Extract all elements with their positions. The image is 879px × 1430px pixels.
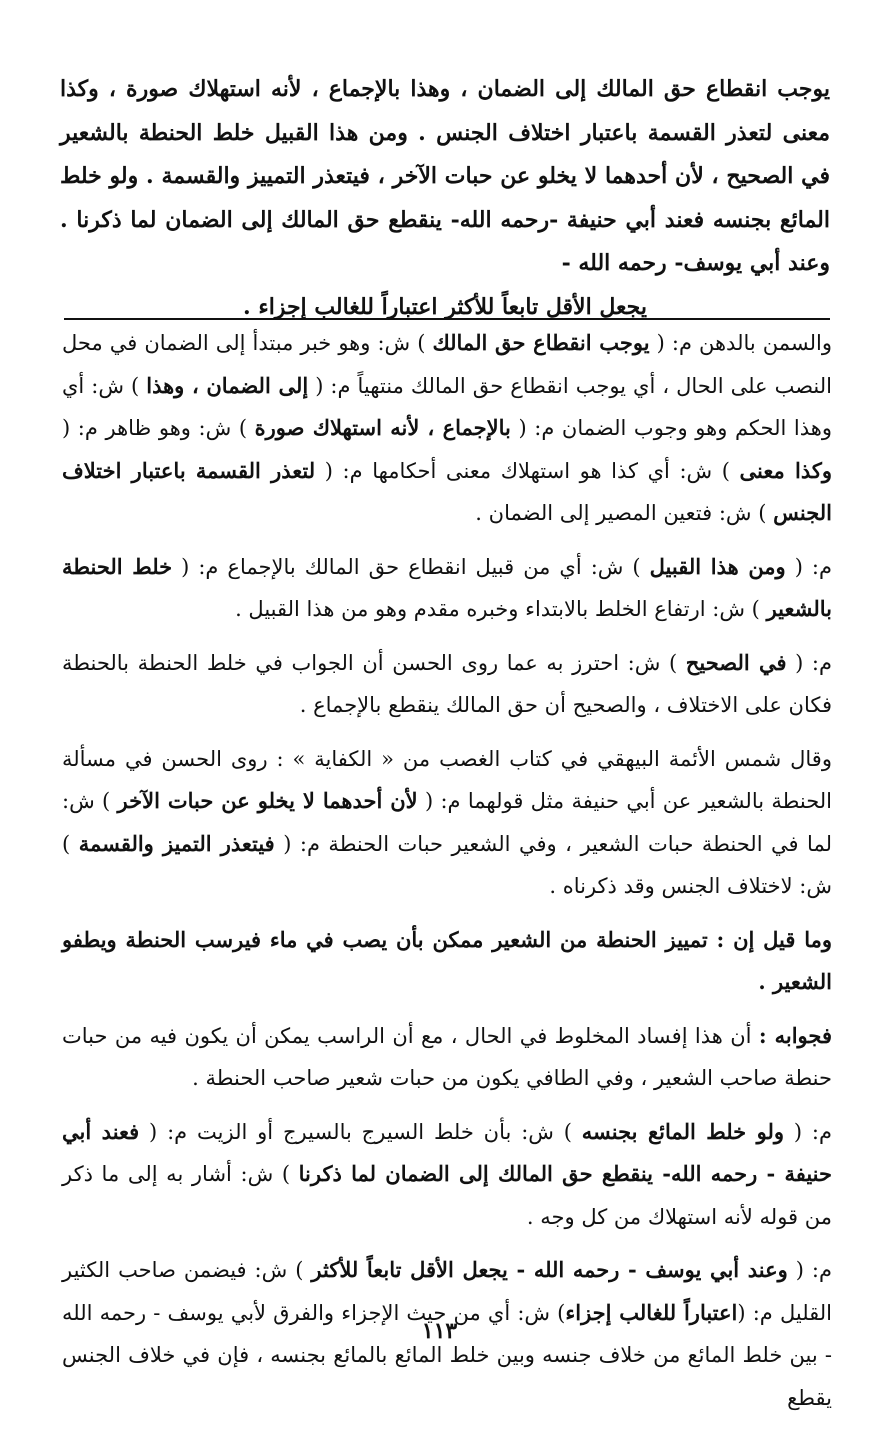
quoted-text-segment: فعند أبي حنيفة - رحمه الله- ينقطع حق المالك إلى الضمان لما ذكرنا [62,1118,832,1186]
commentary-text-segment: وقال شمس الأئمة البيهقي في كتاب الغصب من « الكفاية » : روى الحسن في مسألة الحنطة بالشعير عن أبي حنيفة مثل قولهما م: ( [62,746,832,813]
main-text [60,68,830,329]
commentary-text-segment: ) ش: لما في الحنطة حبات الشعير ، وفي الشعير حبات الحنطة م: ( [62,789,832,856]
main-text-tail: يجعل الأقل تابعاً للأكثر اعتباراً للغالب إجزاء . [243,293,647,320]
commentary-text-segment: ) ش: لاختلاف الجنس وقد ذكرناه . [62,831,832,898]
commentary-text-segment: ) ش: وهو ظاهر م: ( [62,416,255,440]
commentary-paragraph [62,1111,832,1239]
main-text-body: يوجب انقطاع حق المالك إلى الضمان ، وهذا بالإجماع ، لأنه استهلاك صورة ، وكذا معنى لتعذر القسمة باعتبار اختلاف الجنس . ومن هذا القبيل خلط الحنطة بالشعير في الصحيح ، لأن أحدهما لا يخلو عن حبات الآخر ، فيتعذر التمييز والقسمة . ولو خلط المائع بجنسه فعند أبي حنيفة -رحمه الله- ينقطع حق المالك إلى الضمان لما ذكرنا . وعند أبي يوسف- رحمه الله - [60,76,830,276]
commentary-text-segment: ) ش: أشار به إلى ما ذكر من قوله لأنه استهلاك من كل وجه . [62,1162,832,1229]
quoted-text-segment: اعتباراً للغالب إجزاء [565,1299,738,1325]
commentary [62,322,832,1430]
commentary-text-segment: ) ش: أي من حيث الإجزاء والفرق لأبي يوسف - رحمه الله - بين خلط المائع من خلاف جنسه وبين خلط المائع بالمائع بجنسه ، فإن في خلاف الجنس يقطع [62,1300,832,1410]
separator-rule [64,318,830,320]
commentary-text-segment: ) ش: وهو خبر مبتدأ إلى الضمان في محل النصب على الحال ، أي يوجب انقطاع حق المالك منتهياً م: ( [62,331,832,398]
quoted-text-segment: وكذا معنى [739,457,832,483]
commentary-text-segment: م: ( [786,650,833,675]
quoted-text-segment: إلى الضمان ، وهذا [146,372,309,398]
commentary-text-segment: ) ش: أي من قبيل انقطاع حق المالك بالإجماع م: ( [172,554,650,579]
commentary-text-segment: ) ش: أي وهذا الحكم وهو وجوب الضمان م: ( [62,373,832,440]
quoted-text-segment: وما قيل إن : تمييز الحنطة من الشعير ممكن بأن يصب في ماء فيرسب الحنطة ويطفو الشعير . [62,926,832,994]
quoted-text-segment: وعند أبي يوسف - رحمه الله - يجعل الأقل تابعاً للأكثر [311,1257,788,1282]
commentary-text-segment: ) ش: فيضمن صاحب الكثير القليل م: ( [62,1258,833,1325]
commentary-text-segment: والسمن بالدهن م: ( [649,331,832,355]
commentary-text-segment: م: ( [785,554,832,579]
commentary-text-segment: م: ( [787,1258,832,1282]
quoted-text-segment: ولو خلط المائع بجنسه [581,1118,785,1144]
commentary-paragraph [62,738,832,908]
commentary-paragraph [62,322,832,535]
quoted-text-segment: ومن هذا القبيل [649,553,786,579]
page-number: ١١٣ [421,1318,458,1344]
commentary-text-segment: ) ش: فتعين المصير إلى الضمان . [475,501,774,525]
commentary-text-segment: أن هذا إفساد المخلوط في الحال ، مع أن الراسب يمكن أن يكون فيه من حبات حنطة صاحب الشعير ، وفي الطافي يكون من حبات شعير صاحب الحنطة . [62,1023,832,1090]
quoted-text-segment: لأن أحدهما لا يخلو عن حبات الآخر [117,788,418,813]
commentary-text-segment: ) ش: بأن خلط السيرج بالسيرج أو الزيت م: ( [139,1119,582,1144]
quoted-text-segment: يوجب انقطاع حق المالك [432,330,650,355]
commentary-text-segment: م: ( [784,1119,832,1144]
commentary-paragraph [62,1015,832,1100]
quoted-text-segment: فيتعذر التميز والقسمة [78,830,275,856]
commentary-text-segment: ) ش: ارتفاع الخلط بالابتداء وخبره مقدم وهو من هذا القبيل . [235,597,767,621]
quoted-text-segment: بالإجماع ، لأنه استهلاك صورة [254,415,511,440]
commentary-text-segment: ) ش: احترز به عما روى الحسن أن الجواب في خلط الحنطة بالحنطة فكان على الاختلاف ، والصحيح أن حق المالك ينقطع بالإجماع . [62,650,832,717]
commentary-paragraph [62,919,832,1004]
commentary-paragraph [62,546,832,631]
commentary-text-segment: ) ش: أي كذا هو استهلاك معنى أحكامها م: ( [315,458,740,483]
quoted-text-segment: لتعذر القسمة باعتبار اختلاف الجنس [62,457,832,525]
quoted-text-segment: في الصحيح [685,649,787,675]
quoted-text-segment: خلط الحنطة بالشعير [62,553,832,621]
quoted-text-segment: فجوابه : [758,1022,832,1048]
commentary-paragraph [62,642,832,727]
